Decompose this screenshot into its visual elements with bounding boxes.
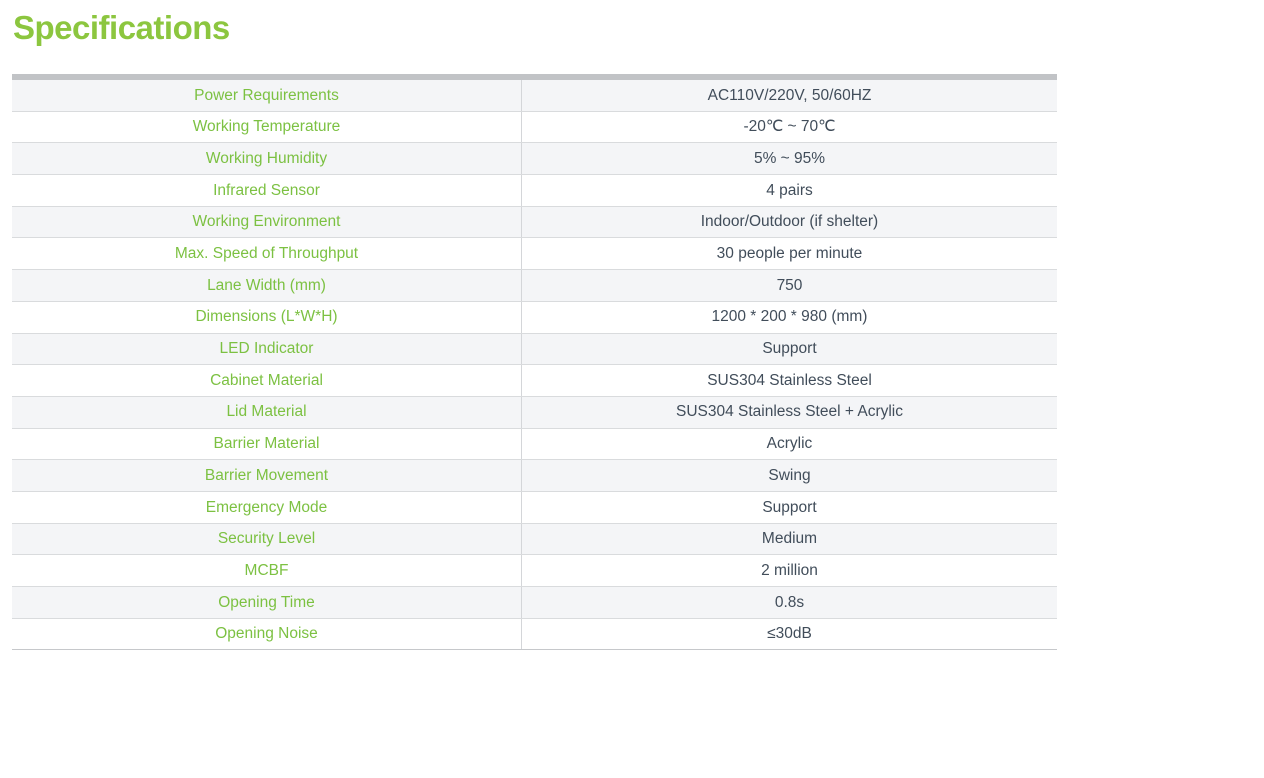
spec-label: MCBF (244, 561, 289, 579)
spec-value: Support (521, 334, 1057, 365)
spec-value: Medium (521, 524, 1057, 555)
table-row (12, 112, 1057, 144)
spec-label: Dimensions (L*W*H) (195, 308, 338, 326)
table-row (12, 302, 1057, 334)
table-row (12, 365, 1057, 397)
spec-value: Swing (521, 460, 1057, 491)
spec-value: Acrylic (521, 429, 1057, 460)
spec-label: Security Level (217, 530, 316, 548)
spec-value: 2 million (521, 555, 1057, 586)
table-row (12, 238, 1057, 270)
table-row (12, 524, 1057, 556)
spec-label: Opening Noise (215, 625, 318, 643)
spec-value: Indoor/Outdoor (if shelter) (521, 207, 1057, 238)
table-row (12, 587, 1057, 619)
spec-value: Support (521, 492, 1057, 523)
table-row (12, 492, 1057, 524)
spec-value: SUS304 Stainless Steel + Acrylic (521, 397, 1057, 428)
spec-value: 1200 * 200 * 980 (mm) (521, 302, 1057, 333)
spec-value: AC110V/220V, 50/60HZ (521, 80, 1057, 111)
spec-label: Power Requirements (194, 86, 339, 104)
table-row (12, 334, 1057, 366)
table-row (12, 460, 1057, 492)
spec-label: Barrier Material (213, 435, 320, 453)
spec-value: -20℃ ~ 70℃ (521, 112, 1057, 143)
spec-label: Infrared Sensor (213, 181, 320, 199)
table-row (12, 175, 1057, 207)
spec-label: LED Indicator (219, 340, 314, 358)
spec-label: Working Environment (192, 213, 341, 231)
table-row (12, 270, 1057, 302)
spec-label: Max. Speed of Throughput (174, 245, 359, 263)
table-row (12, 143, 1057, 175)
spec-value: SUS304 Stainless Steel (521, 365, 1057, 396)
spec-label: Opening Time (218, 593, 315, 611)
spec-value: 4 pairs (521, 175, 1057, 206)
spec-value: ≤30dB (521, 619, 1057, 650)
spec-value: 30 people per minute (521, 238, 1057, 269)
spec-label: Working Humidity (205, 149, 328, 167)
table-row (12, 397, 1057, 429)
table-row (12, 80, 1057, 112)
spec-value: 750 (521, 270, 1057, 301)
spec-label: Working Temperature (192, 118, 341, 136)
table-row (12, 619, 1057, 651)
spec-label: Lane Width (mm) (207, 276, 326, 294)
spec-label: Cabinet Material (210, 371, 323, 389)
table-row (12, 555, 1057, 587)
spec-label: Barrier Movement (204, 466, 329, 484)
spec-value: 5% ~ 95% (521, 143, 1057, 174)
page-title: Specifications (13, 9, 230, 46)
spec-rows (12, 80, 1057, 650)
spec-label: Lid Material (226, 403, 307, 421)
specifications-table (12, 74, 1057, 650)
table-row (12, 207, 1057, 239)
spec-value: 0.8s (521, 587, 1057, 618)
table-row (12, 429, 1057, 461)
spec-label: Emergency Mode (205, 498, 328, 516)
